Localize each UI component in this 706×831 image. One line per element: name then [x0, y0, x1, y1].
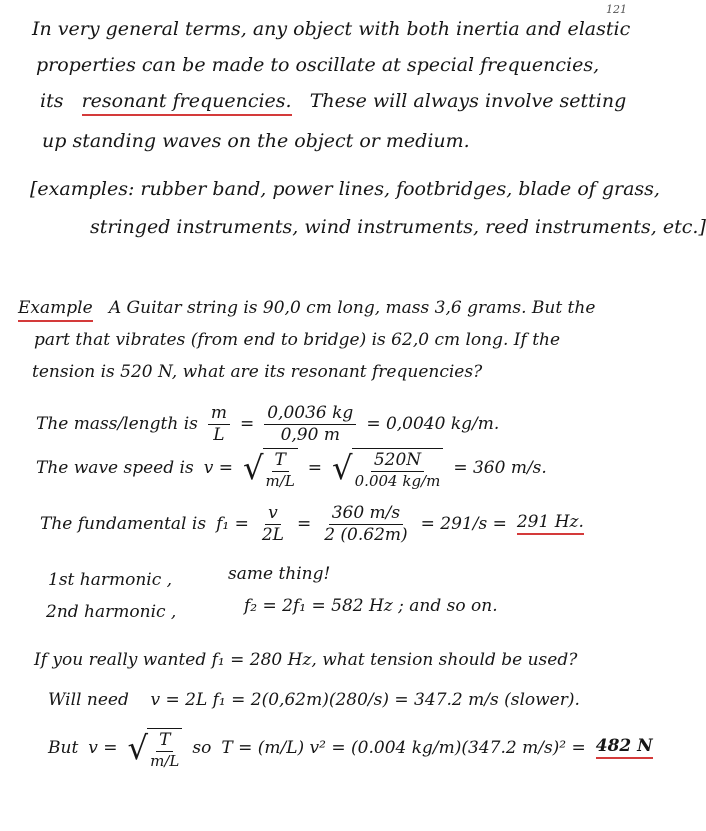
mass-value: 0,0036 kg — [264, 404, 356, 425]
intro-line-2: properties can be made to oscillate at special frequencies, — [36, 54, 600, 76]
mass-length-fraction — [264, 404, 356, 444]
mass-length-label: The mass/length is — [36, 413, 198, 434]
but-m-over-l-symbol: m/L — [150, 751, 180, 770]
intro-line-3-end: These will always involve setting — [309, 90, 627, 112]
tension-question: If you really wanted f₁ = 280 Hz, what tension should be used? — [34, 650, 578, 670]
two-l-value: 2 (0.62m) — [324, 524, 408, 545]
but-tension-symbol: T — [156, 731, 173, 752]
second-harmonic-equation: f₂ = 2f₁ = 582 Hz ; and so on. — [244, 596, 498, 616]
v-symbol: v — [265, 504, 281, 525]
linear-density-value: 0.004 kg/m — [354, 471, 441, 490]
two-l-symbol: 2L — [261, 524, 284, 545]
tension-result: 482 N — [596, 738, 653, 759]
speed-value: 360 m/s — [329, 504, 403, 525]
example-label: Example — [18, 298, 93, 322]
tension-equation: T = (m/L) v² = (0.004 kg/m)(347.2 m/s)² = — [221, 738, 586, 759]
intro-line-3-start: its — [40, 90, 64, 112]
mass-length-row: The mass/length is $\frac{m}{L}$ = $\frac{0,0036 kg}{0,90 m}$ = 0,0040 kg/m. — [36, 403, 500, 445]
will-need-row — [48, 692, 580, 709]
fundamental-numeric-fraction — [321, 504, 410, 544]
wave-speed-result: = 360 m/s. — [453, 458, 547, 479]
wave-speed-row: The wave speed is v = √ $\frac{T}{m/L}$ = √ $\frac{520N}{0.004 kg/m}$ = 360 m/s. — [36, 449, 547, 490]
mass-length-result: = 0,0040 kg/m. — [366, 413, 500, 434]
will-need-label: Will need — [48, 690, 129, 710]
second-harmonic-label: 2nd harmonic , — [46, 602, 177, 622]
so-word: so — [192, 738, 212, 759]
example-problem — [18, 300, 595, 317]
v-equals: v = — [203, 458, 233, 479]
intro-line-3 — [40, 92, 626, 111]
but-label: But — [48, 738, 79, 759]
sqrt-numeric: √ $\frac{520N}{0.004 kg/m}$ — [332, 448, 443, 489]
fundamental-label: The fundamental is — [40, 513, 207, 534]
intro-line-1: In very general terms, any object with both inertia and elastic — [32, 18, 631, 40]
example-line-2: part that vibrates (from end to bridge) is 62,0 cm long. If the — [34, 330, 561, 350]
first-harmonic-label: 1st harmonic , — [48, 570, 173, 590]
but-sqrt: √ $\frac{T}{m/L}$ — [128, 728, 183, 769]
m-symbol: m — [208, 404, 230, 425]
examples-line-1: [examples: rubber band, power lines, footbridges, blade of grass, — [30, 178, 660, 200]
first-harmonic-note: same thing! — [228, 564, 331, 584]
but-v-equals: v = — [88, 738, 118, 759]
page-number: 121 — [606, 3, 627, 16]
sqrt-symbolic: √ $\frac{T}{m/L}$ — [243, 448, 298, 489]
but-row — [48, 728, 653, 769]
m-over-l-symbol: m/L — [265, 471, 295, 490]
f1-equals: f₁ = — [216, 513, 249, 534]
tension-value: 520N — [371, 451, 424, 472]
examples-line-2: stringed instruments, wind instruments, reed instruments, etc.] — [90, 216, 706, 238]
intro-line-4: up standing waves on the object or medium. — [42, 130, 470, 152]
example-line-3: tension is 520 N, what are its resonant frequencies? — [32, 362, 483, 382]
v-over-2l-fraction — [259, 504, 287, 544]
will-need-equation: v = 2L f₁ = 2(0,62m)(280/s) = 347.2 m/s (slower). — [150, 690, 580, 710]
fundamental-intermediate: = 291/s = — [420, 513, 507, 534]
l-symbol: L — [213, 424, 225, 445]
m-over-l-fraction — [208, 404, 230, 444]
fundamental-result: 291 Hz. — [517, 514, 584, 535]
wave-speed-label: The wave speed is — [36, 458, 194, 479]
tension-symbol: T — [272, 451, 289, 472]
example-line-1: A Guitar string is 90,0 cm long, mass 3,6 grams. But the — [108, 298, 596, 318]
resonant-frequencies-term: resonant frequencies. — [82, 90, 292, 116]
length-value: 0,90 m — [280, 424, 340, 445]
fundamental-row: The fundamental is f₁ = $\frac{v}{2L}$ = $\frac{360 m/s}{2 (0.62m)}$ = 291/s = 291 Hz. — [40, 503, 584, 545]
